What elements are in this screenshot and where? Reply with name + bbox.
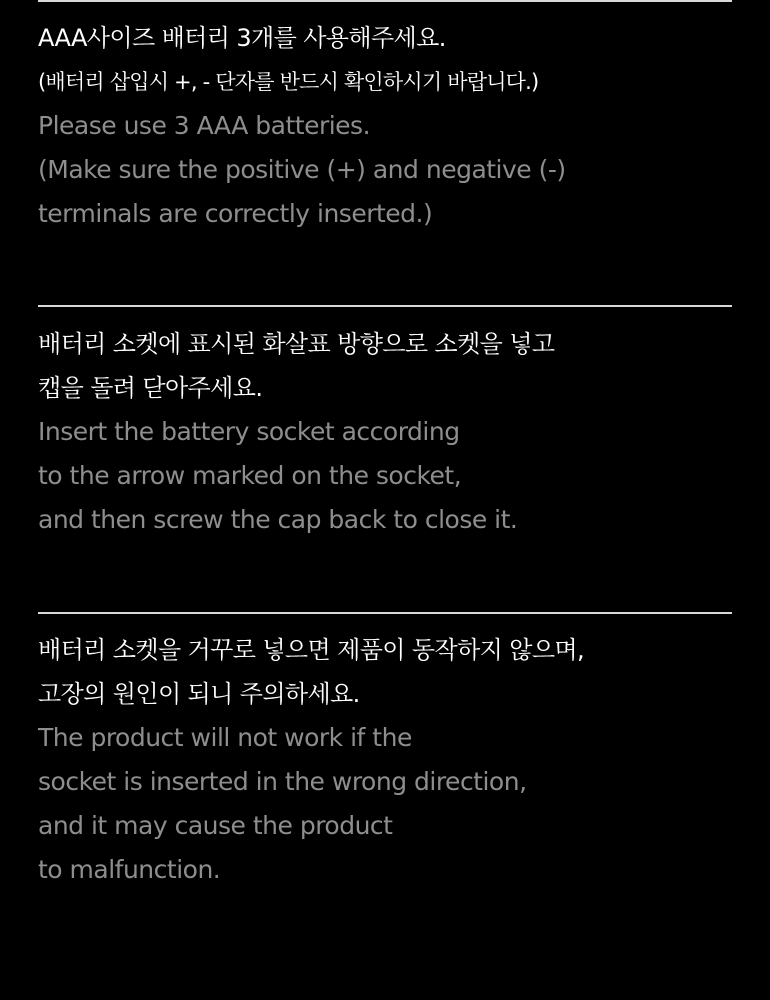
korean-instruction-note: (배터리 삽입시 +, - 단자를 반드시 확인하시기 바랍니다.): [38, 70, 539, 94]
korean-warning-line: 고장의 원인이 되니 주의하세요.: [38, 680, 360, 708]
english-instruction-line: and then screw the cap back to close it.: [38, 505, 518, 534]
warning-section: [38, 628, 738, 892]
english-instruction-line: terminals are correctly inserted.): [38, 199, 433, 228]
socket-insert-section: [38, 322, 738, 542]
top-divider: [38, 0, 732, 2]
korean-instruction-line: 배터리 소켓에 표시된 화살표 방향으로 소켓을 넣고: [38, 330, 555, 358]
korean-warning-line: 배터리 소켓을 거꾸로 넣으면 제품이 동작하지 않으며,: [38, 636, 585, 664]
section-divider: [38, 305, 732, 307]
english-warning-line: to malfunction.: [38, 855, 221, 884]
english-warning-line: The product will not work if the: [38, 723, 412, 752]
korean-instruction-line: 캡을 돌려 닫아주세요.: [38, 374, 263, 402]
english-instruction-line: to the arrow marked on the socket,: [38, 461, 462, 490]
english-instruction-line: (Make sure the positive (+) and negative (-): [38, 155, 566, 184]
battery-type-section: [38, 16, 738, 236]
english-warning-line: socket is inserted in the wrong direction,: [38, 767, 527, 796]
korean-instruction-line: AAA사이즈 배터리 3개를 사용해주세요.: [38, 24, 446, 52]
english-warning-line: and it may cause the product: [38, 811, 393, 840]
english-instruction-line: Please use 3 AAA batteries.: [38, 111, 371, 140]
english-instruction-line: Insert the battery socket according: [38, 417, 460, 446]
section-divider: [38, 612, 732, 614]
